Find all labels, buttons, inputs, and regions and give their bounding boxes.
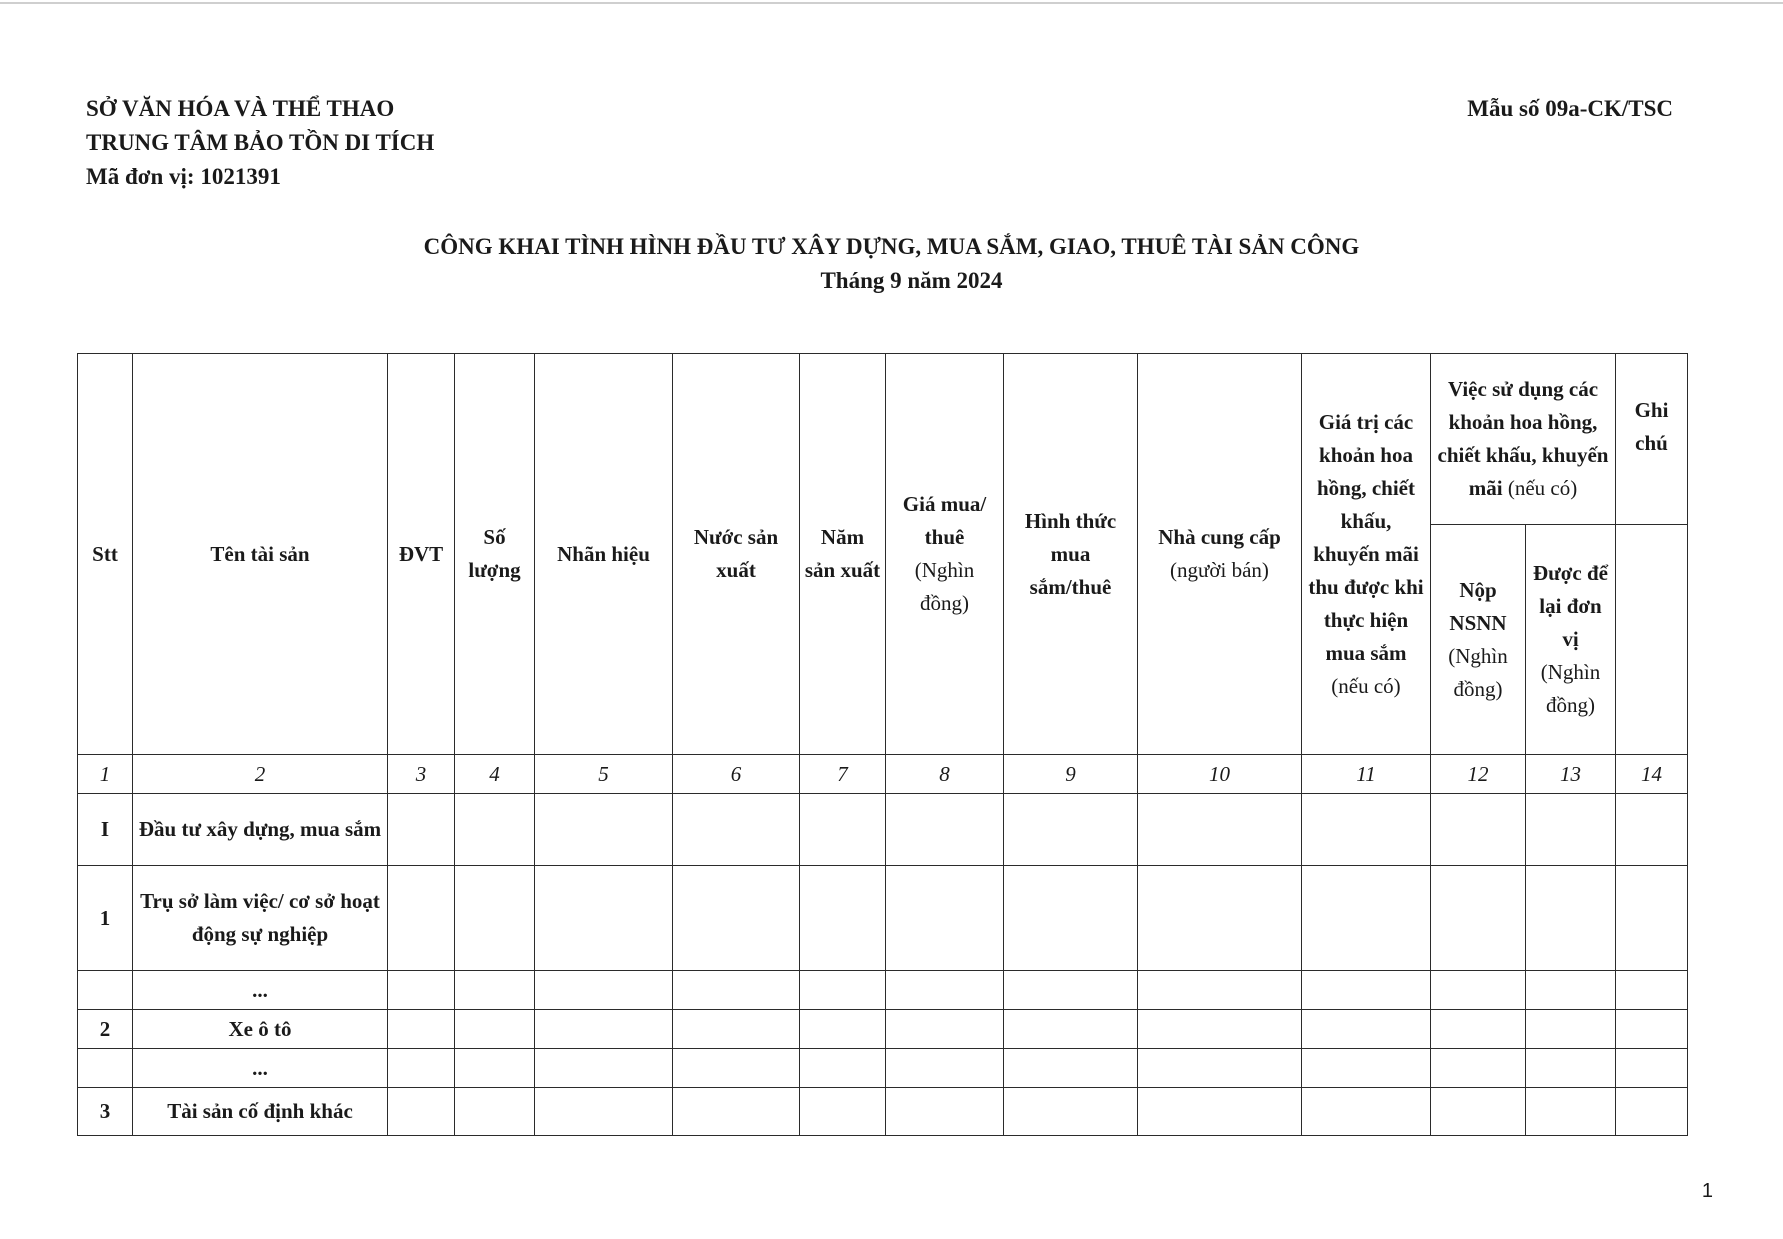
column-number: 5 bbox=[535, 755, 673, 794]
row-asset-name: ... bbox=[133, 971, 388, 1010]
header-row-1 bbox=[78, 354, 1688, 525]
form-number: Mẫu số 09a-CK/TSC bbox=[1467, 96, 1673, 121]
column-number: 8 bbox=[886, 755, 1004, 794]
org-line-1: SỞ VĂN HÓA VÀ THỂ THAO bbox=[86, 96, 395, 121]
row-stt: I bbox=[78, 794, 133, 866]
column-number: 9 bbox=[1004, 755, 1138, 794]
row-stt: 3 bbox=[78, 1088, 133, 1136]
row-asset-name: Trụ sở làm việc/ cơ sở hoạt động sự nghiệp bbox=[133, 866, 388, 971]
table-row bbox=[78, 1010, 1688, 1049]
price-unit: (Nghìn đồng) bbox=[914, 558, 975, 615]
table-row bbox=[78, 866, 1688, 971]
retained-label: Được để lại đơn vị bbox=[1533, 561, 1608, 651]
col-header-brand: Nhãn hiệu bbox=[535, 354, 673, 755]
col-header-asset-name: Tên tài sản bbox=[133, 354, 388, 755]
commission-value-label: Giá trị các khoản hoa hồng, chiết khấu, khuyến mãi thu được khi thực hiện mua sắm bbox=[1308, 409, 1424, 665]
col-header-stt: Stt bbox=[78, 354, 133, 755]
column-number: 12 bbox=[1431, 755, 1526, 794]
col-header-price bbox=[886, 354, 1004, 755]
usage-group-note: (nếu có) bbox=[1507, 476, 1578, 500]
row-asset-name: Xe ô tô bbox=[133, 1010, 388, 1049]
column-number: 1 bbox=[78, 755, 133, 794]
col-header-dvt: ĐVT bbox=[388, 354, 455, 755]
col-header-supplier bbox=[1138, 354, 1302, 755]
col-header-retained bbox=[1526, 525, 1616, 755]
row-asset-name: ... bbox=[133, 1049, 388, 1088]
row-stt bbox=[78, 971, 133, 1010]
org-line-2: TRUNG TÂM BẢO TỒN DI TÍCH bbox=[86, 130, 435, 155]
row-stt: 1 bbox=[78, 866, 133, 971]
supplier-note: (người bán) bbox=[1170, 558, 1269, 582]
remitted-label: Nộp NSNN bbox=[1449, 577, 1507, 635]
column-number: 2 bbox=[133, 755, 388, 794]
col-header-usage-group bbox=[1431, 354, 1616, 525]
table-row bbox=[78, 794, 1688, 866]
col-header-commission-value bbox=[1302, 354, 1431, 755]
row-stt: 2 bbox=[78, 1010, 133, 1049]
table-row bbox=[78, 1049, 1688, 1088]
retained-unit: (Nghìn đồng) bbox=[1540, 660, 1601, 717]
supplier-label: Nhà cung cấp bbox=[1158, 525, 1281, 549]
column-number: 7 bbox=[800, 755, 886, 794]
document-title: CÔNG KHAI TÌNH HÌNH ĐẦU TƯ XÂY DỰNG, MUA SẮM, GIAO, THUÊ TÀI SẢN CÔNG bbox=[423, 234, 1360, 259]
row-stt bbox=[78, 1049, 133, 1088]
column-number-row bbox=[78, 755, 1688, 794]
table-row bbox=[78, 1088, 1688, 1136]
row-asset-name: Đầu tư xây dựng, mua sắm bbox=[133, 794, 388, 866]
asset-table bbox=[77, 353, 1688, 1136]
title-block bbox=[0, 230, 1783, 298]
organization-header bbox=[86, 92, 434, 194]
scan-edge-line bbox=[0, 2, 1783, 4]
col-header-method: Hình thức mua sắm/thuê bbox=[1004, 354, 1138, 755]
unit-code: Mã đơn vị: 1021391 bbox=[86, 164, 281, 189]
column-number: 10 bbox=[1138, 755, 1302, 794]
col-header-year: Năm sản xuất bbox=[800, 354, 886, 755]
column-number: 11 bbox=[1302, 755, 1431, 794]
document-period: Tháng 9 năm 2024 bbox=[820, 268, 1003, 293]
col-header-note: Ghi chú bbox=[1616, 354, 1688, 525]
col-header-note-lower bbox=[1616, 525, 1688, 755]
commission-value-note: (nếu có) bbox=[1331, 673, 1401, 698]
row-asset-name: Tài sản cố định khác bbox=[133, 1088, 388, 1136]
col-header-remitted bbox=[1431, 525, 1526, 755]
page-number: 1 bbox=[1701, 1180, 1713, 1202]
price-label: Giá mua/ thuê bbox=[902, 492, 987, 549]
remitted-unit: (Nghìn đồng) bbox=[1448, 643, 1508, 701]
column-number: 3 bbox=[388, 755, 455, 794]
column-number: 13 bbox=[1526, 755, 1616, 794]
col-header-country: Nước sản xuất bbox=[673, 354, 800, 755]
col-header-quantity: Số lượng bbox=[455, 354, 535, 755]
column-number: 14 bbox=[1616, 755, 1688, 794]
usage-group-label: Việc sử dụng các khoản hoa hồng, chiết khấu, khuyến mãi bbox=[1437, 377, 1609, 500]
table-row bbox=[78, 971, 1688, 1010]
column-number: 4 bbox=[455, 755, 535, 794]
column-number: 6 bbox=[673, 755, 800, 794]
